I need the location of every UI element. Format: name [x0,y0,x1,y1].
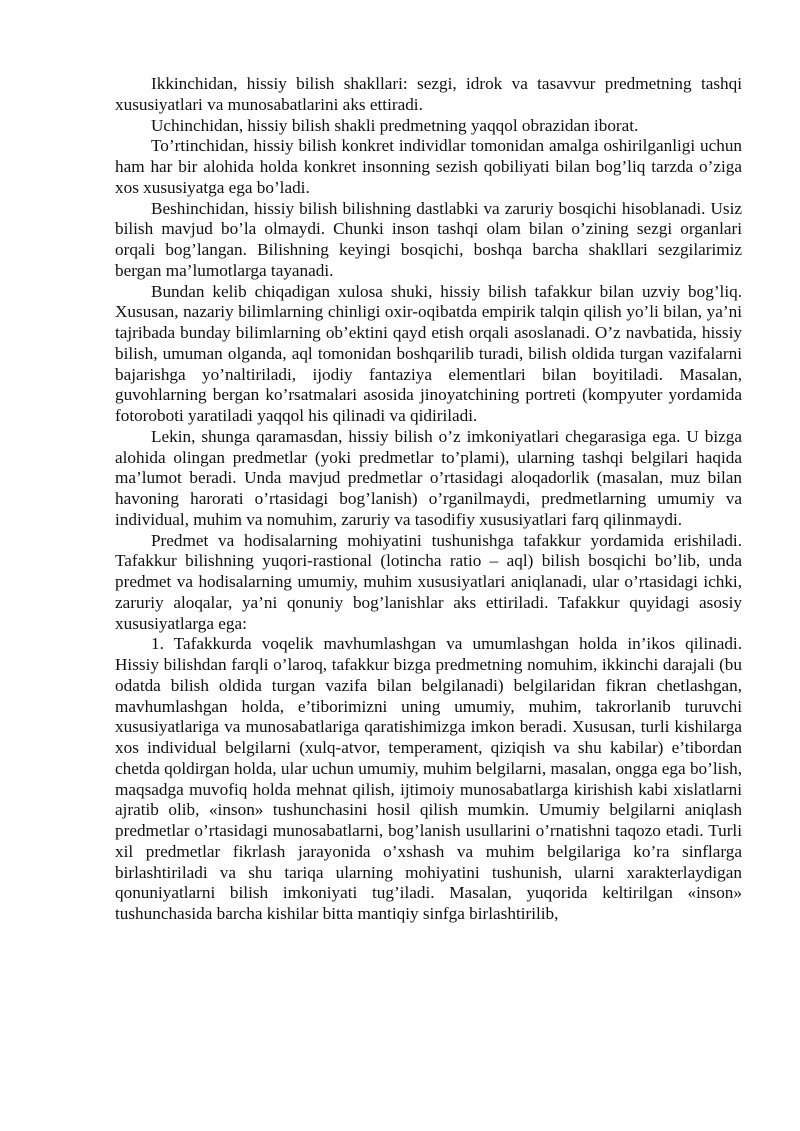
paragraph: Ikkinchidan, hissiy bilish shakllari: sezgi, idrok va tasavvur predmetning tashqi xususiyatlari va munosabatlarini aks ettiradi. [115,74,742,114]
document-page [115,74,742,925]
paragraph: Beshinchidan, hissiy bilish bilishning dastlabki va zaruriy bosqichi hisoblanadi. Usiz bilish mavjud bo’la olmaydi. Chunki inson tashqi olam bilan o’zining sezgi organlari orqali bog’langan. Bilishning keyingi bosqichi, boshqa barcha shakllari sezgilarimiz bergan ma’lumotlarga tayanadi. [115,198,742,280]
numbered-paragraph: 1. Tafakkurda voqelik mavhumlashgan va umumlashgan holda in’ikos qilinadi. Hissiy bilishdan farqli o’laroq, tafakkur bizga predmetning nomuhim, ikkinchi darajali (bu odatda bilish oldida turgan vazifa bilan belgilanadi) belgilaridan fikran chetlashgan, mavhumlashgan holda, e’tiborimizni uning umumiy, muhim, takrorlanib turuvchi xususiyatlariga va munosabatlariga qaratishimizga imkon beradi. Xususan, turli kishilarga xos individual belgilarni (xulq-atvor, temperament, qiziqish va shu kabilar) e’tibordan chetda qoldirgan holda, ular uchun umumiy, muhim belgilarni, masalan, ongga ega bo’lish, maqsadga muvofiq holda mehnat qilish, ijtimoiy munosabatlarga kirishish kabi xislatlarni ajratib olib, «inson» tushunchasini hosil qilish mumkin. Umumiy belgilarni aniqlash predmetlar o’rtasidagi munosabatlarni, bog’lanish usullarini o’rnatishni taqozo etadi. Turli xil predmetlar fikrlash jarayonida o’xshash va muhim belgilariga ko’ra sinflarga birlashtiriladi va shu tariqa ularning mohiyatini tushunish, ularni xarakterlaydigan qonuniyatlarni bilish imkoniyati tug’iladi. Masalan, yuqorida keltirilgan «inson» tushunchasida barcha kishilar bitta mantiqiy sinfga birlashtirilib, [115,634,742,923]
paragraph: Predmet va hodisalarning mohiyatini tushunishga tafakkur yordamida erishiladi. Tafakkur bilishning yuqori-rastional (lotincha ratio – aql) bilish bosqichi bo’lib, unda predmet va hodisalarning umumiy, muhim xususiyatlari aniqlanadi, ular o’rtasidagi ichki, zaruriy aloqalar, ya’ni qonuniy bog’lanishlar aks ettiriladi. Tafakkur quyidagi asosiy xususiyatlarga ega: [115,530,742,633]
paragraph: Bundan kelib chiqadigan xulosa shuki, hissiy bilish tafakkur bilan uzviy bog’liq. Xususan, nazariy bilimlarning chinligi oxir-oqibatda empirik talqin qilish yo’li bilan, ya’ni tajribada bunday bilimlarning ob’ektini qayd etish orqali asoslanadi. O’z navbatida, hissiy bilish, umuman olganda, aql tomonidan boshqarilib turadi, bilish oldida turgan vazifalarni bajarishga yo’naltiriladi, ijodiy fantaziya elementlari bilan boyitiladi. Masalan, guvohlarning bergan ko’rsatmalari asosida jinoyatchining portreti (kompyuter yordamida fotoroboti yaratiladi yaqqol his qilinadi va qidiriladi. [115,281,742,425]
paragraph: Lekin, shunga qaramasdan, hissiy bilish o’z imkoniyatlari chegarasiga ega. U bizga alohida olingan predmetlar (yoki predmetlar to’plami), ularning tashqi belgilari haqida ma’lumot beradi. Unda mavjud predmetlar o’rtasidagi aloqadorlik (masalan, muz bilan havoning harorati o’rtasidagi bog’lanish) o’rganilmaydi, predmetlarning umumiy va individual, muhim va nomuhim, zaruriy va tasodifiy xususiyatlari farq qilinmaydi. [115,426,742,529]
paragraph: To’rtinchidan, hissiy bilish konkret individlar tomonidan amalga oshirilganligi uchun ham har bir alohida holda konkret insonning sezish qobiliyati bilan bog’liq tarzda o’ziga xos xususiyatga ega bo’ladi. [115,136,742,197]
paragraph: Uchinchidan, hissiy bilish shakli predmetning yaqqol obrazidan iborat. [151,115,639,135]
